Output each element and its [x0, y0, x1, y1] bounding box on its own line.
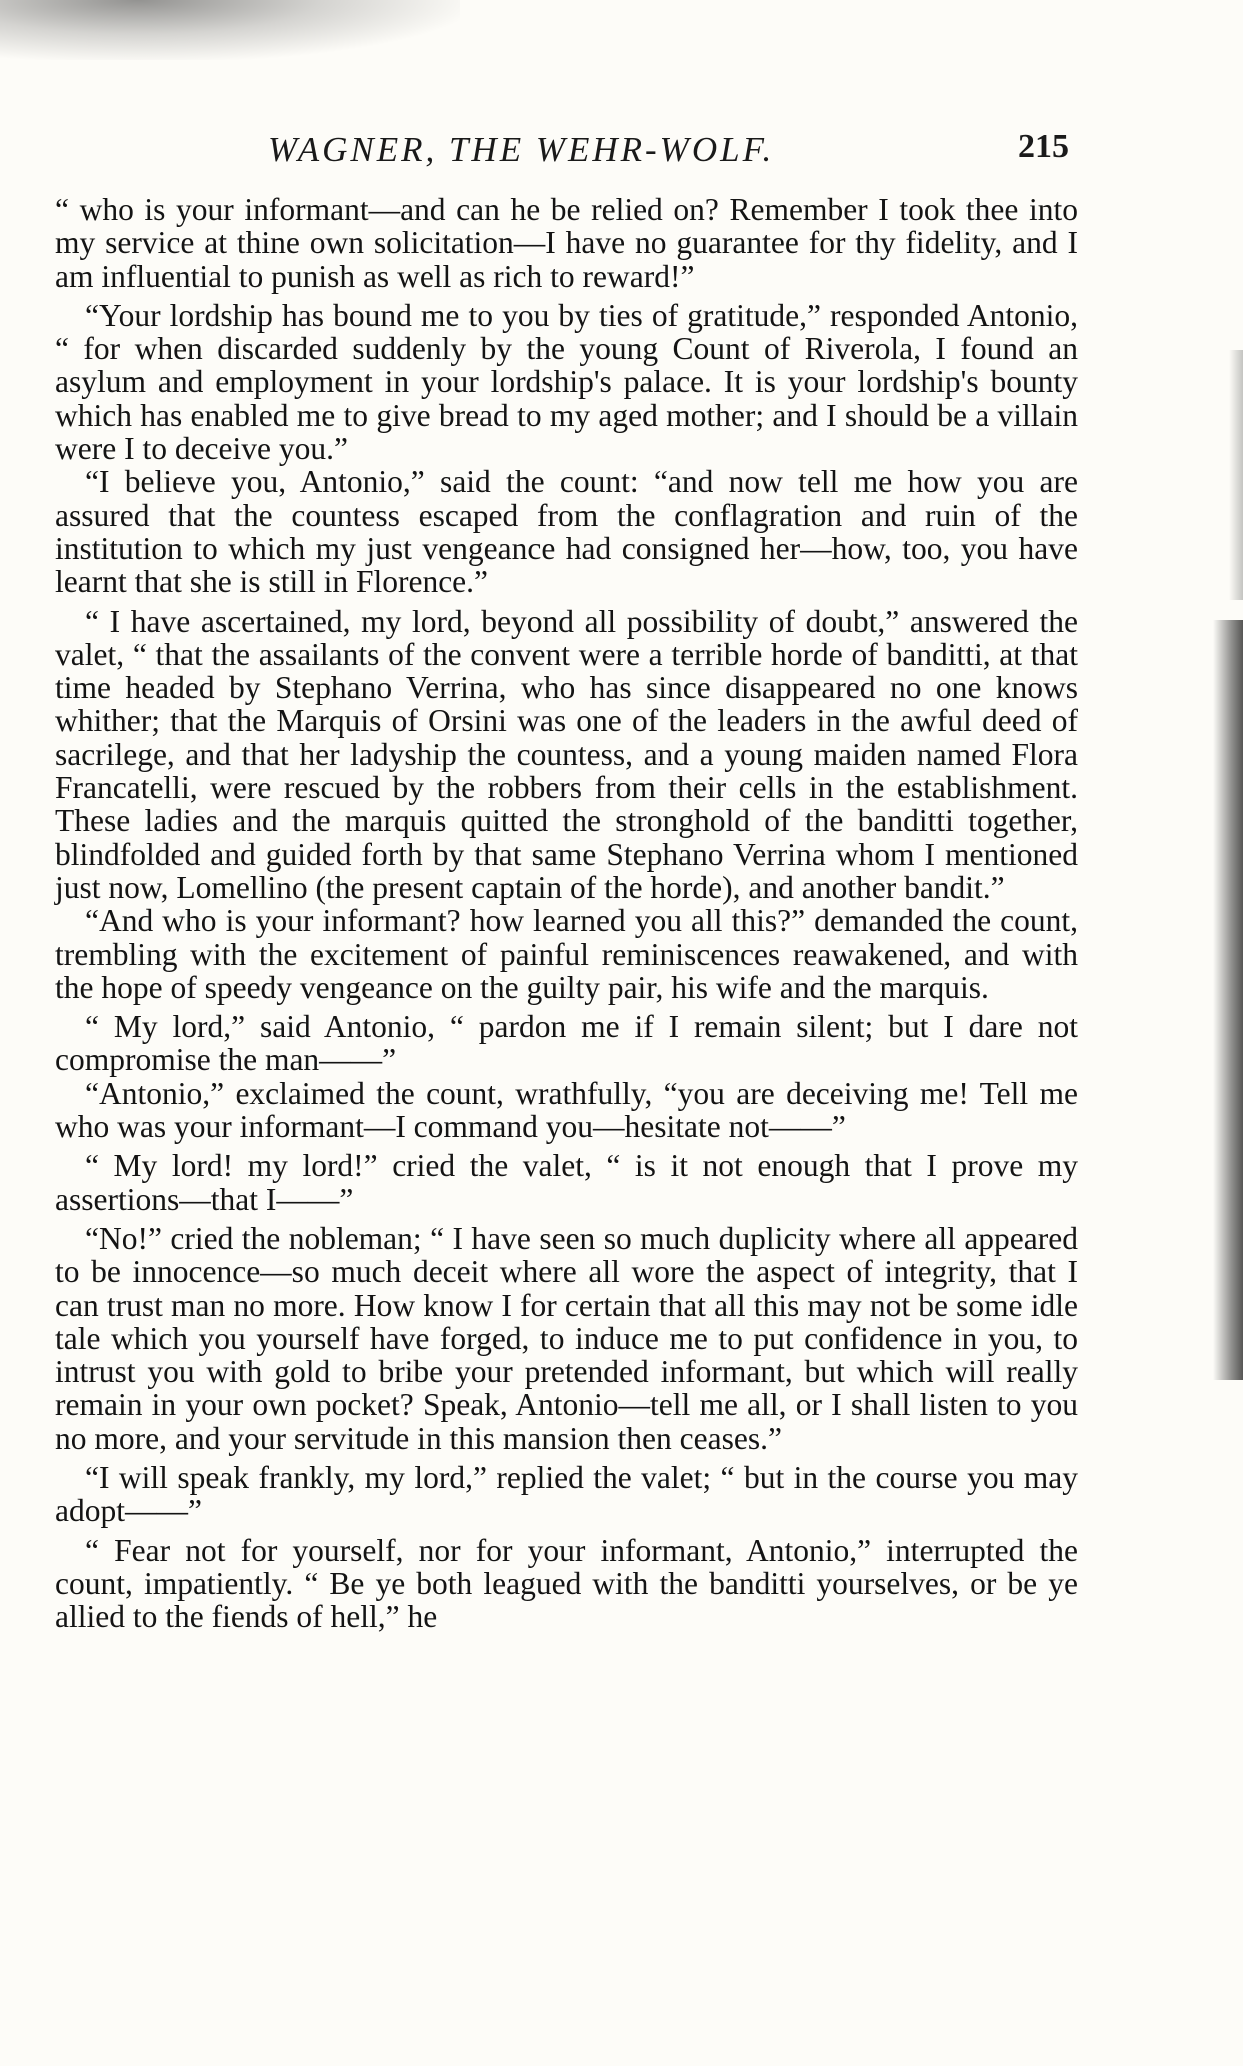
paragraph: “I will speak frankly, my lord,” replied the valet; “ but in the course you may adopt——” [55, 1459, 1078, 1529]
paragraph: “ who is your informant—and can he be relied on? Remember I took thee into my service at thine own solicitation—I have no guarantee for thy fidelity, and I am influential to punish as well as rich to reward!” [55, 192, 1078, 294]
page-edge-shadow-upper [1229, 350, 1243, 600]
paragraph: “ My lord,” said Antonio, “ pardon me if I remain silent; but I dare not compromise the man——” [55, 1009, 1078, 1078]
ink-smudge-top [0, 0, 460, 60]
paragraph: “Antonio,” exclaimed the count, wrathfully, “you are deceiving me! Tell me who was your informant—I command you—hesitate not——” [55, 1075, 1078, 1145]
paragraph: “And who is your informant? how learned you all this?” demanded the count, trembling with the excitement of painful reminiscences reawakened, and with the hope of speedy vengeance on the guilty pair, his wife and the marquis. [55, 903, 1078, 1005]
paragraph: “ Fear not for yourself, nor for your informant, Antonio,” interrupted the count, impatiently. “ Be ye both leagued with the banditti yourselves, or be ye allied to the fiends of hell,” he [55, 1532, 1078, 1635]
paragraph: “No!” cried the nobleman; “ I have seen so much duplicity where all appeared to be innocence—so much deceit where all wore the aspect of integrity, that I can trust man no more. How know I for certain that all this may not be some idle tale which you yourself have forged, to induce me to put confidence in you, to intrust you with gold to bribe your pretended informant, but which will really remain in your own pocket? Speak, Antonio—tell me all, or I shall listen to you no more, and your servitude in this mansion then ceases.” [55, 1220, 1078, 1456]
page-number: 215 [1018, 128, 1069, 165]
paragraph: “Your lordship has bound me to you by ties of gratitude,” responded Antonio, “ for when discarded suddenly by the young Count of Riverola, I found an asylum and employment in your lordship's palace. It is your lordship's bounty which has enabled me to give bread to my aged mother; and I should be a villain were I to deceive you.” [55, 297, 1078, 467]
running-title: WAGNER, THE WEHR-WOLF. [268, 130, 775, 169]
paragraph: “ My lord! my lord!” cried the valet, “ is it not enough that I prove my assertions—that I——” [55, 1148, 1078, 1217]
page-edge-shadow [1213, 620, 1243, 1380]
body-text [55, 193, 1078, 1633]
paragraph: “ I have ascertained, my lord, beyond all possibility of doubt,” answered the valet, “ that the assailants of the convent were a terrible horde of banditti, at that time headed by Stephano Verrina, who has since disappeared no one knows whither; that the Marquis of Orsini was one of the leaders in the awful deed of sacrilege, and that her ladyship the countess, and a young maiden named Flora Francatelli, were rescued by the robbers from their cells in the establishment. These ladies and the marquis quitted the stronghold of the banditti together, blindfolded and guided forth by that same Stephano Verrina whom I mentioned just now, Lomellino (the present captain of the horde), and another bandit.” [55, 603, 1078, 905]
paragraph: “I believe you, Antonio,” said the count: “and now tell me how you are assured that the countess escaped from the conflagration and ruin of the institution to which my just vengeance had consigned her—how, too, you have learnt that she is still in Florence.” [55, 464, 1078, 600]
page-header [0, 130, 1243, 180]
